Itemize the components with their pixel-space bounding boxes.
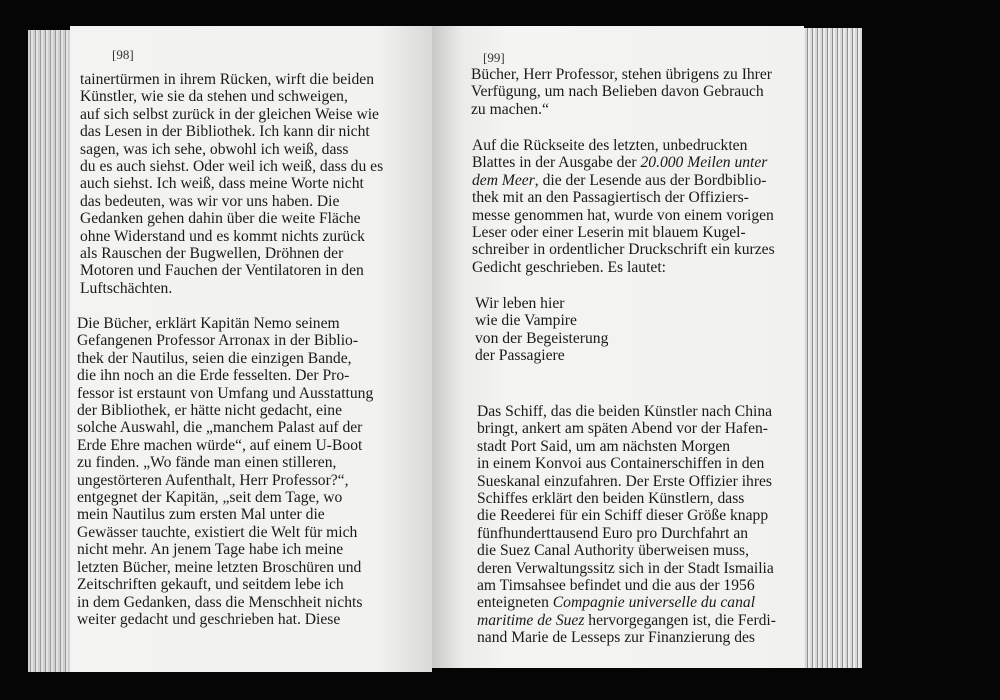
left-paragraph-2 <box>77 315 373 628</box>
text-line: Die Bücher, erklärt Kapitän Nemo seinem <box>77 315 340 332</box>
page-edges-right <box>800 28 862 668</box>
text-line: Wir leben hier <box>475 295 565 312</box>
text-line: Motoren und Fauchen der Ventilatoren in den <box>80 262 364 280</box>
text-line: Gedicht geschrieben. Es lautet: <box>472 258 666 276</box>
text-line: Auf die Rückseite des letzten, unbedruckten <box>472 137 748 154</box>
text-line: Erde Ehre machen würde“, auf einem U-Boot <box>77 436 363 454</box>
poem <box>475 295 608 365</box>
text-line: das Lesen in der Bibliothek. Ich kann dir nicht <box>80 123 370 141</box>
text-line: Verfügung, um nach Belieben davon Gebrauch <box>471 83 764 101</box>
text-line: deren Verwaltungssitz sich in der Stadt Ismailia <box>477 559 774 577</box>
text-span: , die der Lesende aus der Bordbiblio- <box>534 171 767 189</box>
text-line <box>472 154 775 171</box>
text-span: Blattes in der Ausgabe der <box>472 154 641 172</box>
text-line: als Rauschen der Bugwellen, Dröhnen der <box>80 245 344 263</box>
text-span: enteigneten <box>477 594 553 612</box>
right-paragraph-2 <box>472 137 775 276</box>
text-line: mein Nautilus zum ersten Mal unter die <box>77 506 325 524</box>
text-line: zu machen.“ <box>471 100 549 118</box>
text-line: fünfhunderttausend Euro pro Durchfahrt an <box>477 524 749 542</box>
company-name: maritime de Suez <box>477 611 585 629</box>
text-line <box>477 612 776 629</box>
text-line <box>477 594 776 611</box>
text-line: entgegnet der Kapitän, „seit dem Tage, wo <box>77 489 343 507</box>
text-line: weiter gedacht und geschrieben hat. Diese <box>77 610 341 628</box>
right-paragraph-1 <box>471 66 772 118</box>
text-line: die Reederei für ein Schiff dieser Größe knapp <box>477 507 769 525</box>
text-line: du es auch siehst. Oder weil ich weiß, dass du es <box>80 158 384 176</box>
text-line: tainertürmen in ihrem Rücken, wirft die beiden <box>80 71 375 88</box>
text-line: Gewässer tauchte, existiert die Welt für mich <box>77 523 358 541</box>
text-line: Gefangenen Professor Arronax in der Biblio- <box>77 332 359 350</box>
text-line: Zeitschriften gekauft, und seitdem lebe ich <box>77 576 344 594</box>
text-line: letzten Bücher, meine letzten Broschüren und <box>77 558 362 576</box>
page-edges-left <box>28 30 76 672</box>
text-span: hervorgegangen ist, die Ferdi- <box>584 611 776 629</box>
text-line: bringt, ankert am späten Abend vor der Hafen- <box>477 420 768 438</box>
text-line: Schiffes erklärt den beiden Künstlern, dass <box>477 490 745 508</box>
right-paragraph-3 <box>477 403 776 647</box>
page-number-right: [99] <box>483 50 505 65</box>
text-line: Sueskanal einzufahren. Der Erste Offizier ihres <box>477 472 773 490</box>
text-line: auf sich selbst zurück in der gleichen Weise wie <box>80 105 379 123</box>
text-line: thek mit an den Passagiertisch der Offiziers- <box>472 189 749 207</box>
text-line: Leser oder einer Leserin mit blauem Kugel- <box>472 224 746 242</box>
text-line: ungestörteren Aufenthalt, Herr Professor?“, <box>77 471 349 489</box>
text-line: fessor ist erstaunt von Umfang und Ausstattung <box>77 384 374 402</box>
text-line: die Suez Canal Authority überweisen muss, <box>477 542 749 560</box>
text-line: das bedeuten, was wir vor uns haben. Die <box>80 192 340 210</box>
text-line: solche Auswahl, die „manchem Palast auf der <box>77 419 363 437</box>
left-paragraph-1 <box>80 71 383 297</box>
text-line: Das Schiff, das die beiden Künstler nach China <box>477 403 773 420</box>
text-line: nicht mehr. An jenem Tage habe ich meine <box>77 541 344 559</box>
book-title: 20.000 Meilen unter <box>640 154 768 172</box>
text-line: wie die Vampire <box>475 312 577 330</box>
text-line: die ihn noch an die Erde fesselten. Der Pro- <box>77 367 350 385</box>
text-line: Gedanken gehen dahin über die weite Fläche <box>80 210 361 228</box>
text-line: Bücher, Herr Professor, stehen übrigens zu Ihrer <box>471 66 772 83</box>
text-line: schreiber in ordentlicher Druckschrift ein kurzes <box>472 241 775 259</box>
book-title: dem Meer <box>472 171 535 189</box>
text-line: in einem Konvoi aus Containerschiffen in den <box>477 455 765 473</box>
text-line: ohne Widerstand und es kommt nichts zurück <box>80 227 365 245</box>
text-line: thek der Nautilus, seien die einzigen Bande, <box>77 349 352 367</box>
text-line: Luftschächten. <box>80 279 173 297</box>
text-line: stadt Port Said, um am nächsten Morgen <box>477 437 731 455</box>
text-line: zu finden. „Wo fände man einen stilleren, <box>77 454 337 472</box>
text-line: nand Marie de Lesseps zur Finanzierung des <box>477 629 755 647</box>
text-line: in dem Gedanken, dass die Menschheit nichts <box>77 593 363 611</box>
text-line: auch siehst. Ich weiß, dass meine Worte nicht <box>80 175 364 193</box>
text-line: von der Begeisterung <box>475 329 609 347</box>
company-name: Compagnie universelle du canal <box>552 594 756 612</box>
text-line: der Passagiere <box>475 347 565 365</box>
text-line: der Bibliothek, er hätte nicht gedacht, eine <box>77 402 342 420</box>
text-line: messe genommen hat, wurde von einem vorigen <box>472 206 774 224</box>
text-line: sagen, was ich sehe, obwohl ich weiß, dass <box>80 140 349 158</box>
text-line <box>472 172 775 189</box>
text-line: Künstler, wie sie da stehen und schweigen, <box>80 88 348 106</box>
text-line: am Timsahsee befindet und die aus der 1956 <box>477 577 755 595</box>
page-number-left: [98] <box>112 47 134 62</box>
